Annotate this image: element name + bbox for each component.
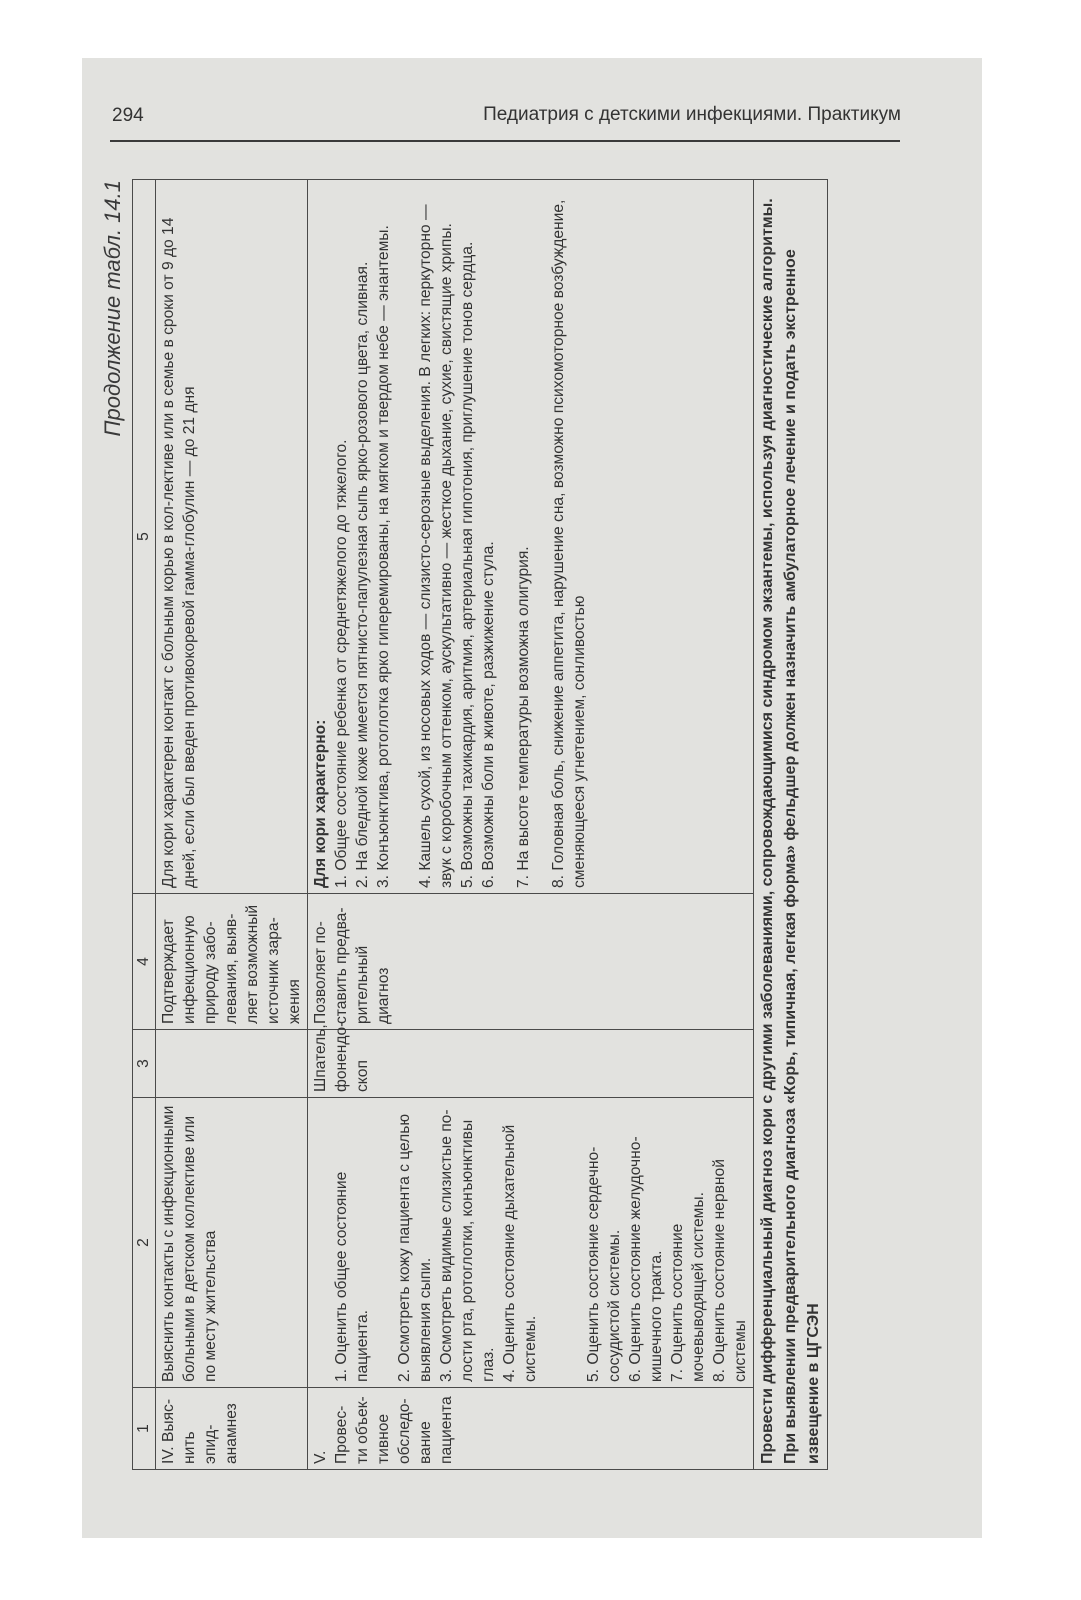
result-item: 6. Возможны боли в животе, разжижение стула. (480, 541, 497, 888)
result-item: 3. Конъюнктива, ротоглотка ярко гиперемированы, на мягком и твердом небе — энантемы. (375, 225, 392, 888)
actions-cell (156, 1098, 308, 1388)
result-item: 5. Возможны тахикардия, аритмия, артериальная гипотония, приглушение тонов сердца. (459, 241, 476, 888)
result-item: 4. Кашель сухой, из носовых ходов — слизисто-серозные выделения. В легких: перкуторно — звук с коробочным оттенком, аускультативно — жесткое дыхание, сухие, свистящие хрипы. (417, 204, 455, 888)
column-number: 4 (133, 894, 156, 1030)
result-item: 1. Общее состояние ребенка от среднетяжелого до тяжелого. (333, 439, 350, 888)
action-item: 5. Оценить состояние сердечно-сосудистой системы. (585, 1146, 623, 1382)
results-cell (156, 180, 308, 894)
results-heading: Для кори характерно: (312, 719, 329, 888)
action-item: 4. Оценить состояние дыхательной системы. (501, 1124, 539, 1382)
action-item: 2. Осмотреть кожу пациента с целью выявления сыпи. (396, 1113, 434, 1382)
results-cell (308, 180, 754, 894)
running-title: Педиатрия с детскими инфекциями. Практикум (483, 104, 901, 125)
clinical-table (132, 179, 828, 1470)
tools-cell: Шпатель, фонендо-скоп (308, 1030, 754, 1098)
result-item: 2. На бледной коже имеется пятнисто-папулезная сыпь ярко-розового цвета, сливная. (354, 261, 371, 888)
column-number: 3 (133, 1030, 156, 1098)
tools-cell (156, 1030, 308, 1098)
rotated-table-block (100, 180, 902, 1470)
action-item: 8. Оценить состояние нервной системы (711, 1159, 749, 1382)
column-number: 5 (133, 180, 156, 894)
column-number: 2 (133, 1098, 156, 1388)
header-rule (110, 140, 900, 142)
action-item: 7. Оценить состояние мочевыводящей системы. (669, 1192, 707, 1382)
column-number: 1 (133, 1388, 156, 1470)
result-item: 8. Головная боль, снижение аппетита, нарушение сна, возможно психомоторное возбуждение, сменяющееся угнетением, сонливостью (550, 199, 588, 888)
summary-row (754, 180, 828, 1470)
action-item: Выяснить контакты с инфекционными больными в детском коллективе или по месту жительства (160, 1105, 219, 1382)
table-caption: Продолжение табл. 14.1 (100, 180, 125, 437)
stage-cell: IV. Выяс-нить эпид-анамнез (156, 1388, 308, 1470)
result-item: Для кори характерен контакт с больным корью в кол-лективе или в семье в сроки от 9 до 14 дней, если был введен противокоревой гамма-глобулин — до 21 дня (160, 217, 198, 888)
rationale-cell: Позволяет по-ставить предва-рительный диагноз (308, 894, 754, 1030)
table-row (308, 180, 754, 1470)
action-item: 6. Оценить состояние желудочно-кишечного тракта. (627, 1136, 665, 1382)
action-item: 3. Осмотреть видимые слизистые по-лости рта, ротоглотки, конъюнктивы глаз. (438, 1109, 497, 1382)
result-item: 7. На высоте температуры возможна олигурия. (515, 546, 532, 888)
rationale-cell: Подтверждает инфекционную природу забо-левания, выяв-ляет возможный источник зара-жения (156, 894, 308, 1030)
page-number: 294 (112, 105, 144, 126)
actions-cell (308, 1098, 754, 1388)
column-number-row (133, 180, 156, 1470)
summary-text: Провести дифференциальный диагноз кори с другими заболеваниями, сопровождающимися синдромом экзантемы, используя диагностические алгоритмы. При выявлении предварительного диагноза «Корь, типичная, легкая форма» фельдшер должен назначить амбулаторное лечение и подать экстренное извещение в ЦГСЭН (754, 180, 828, 1470)
table-row (156, 180, 308, 1470)
action-item: 1. Оценить общее состояние пациента. (333, 1171, 371, 1382)
stage-cell: V. Провес-ти объек-тивное обследо-вание пациента (308, 1388, 754, 1470)
